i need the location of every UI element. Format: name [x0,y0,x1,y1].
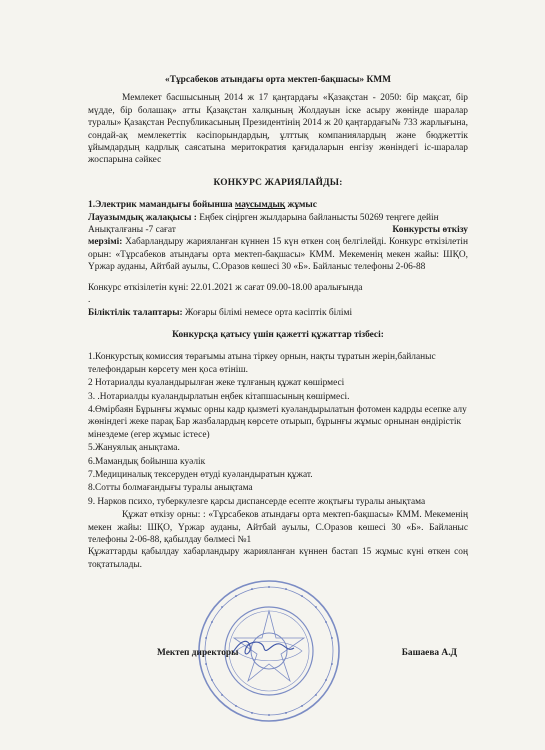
director-name: Башаева А.Д [401,648,457,658]
contest-term-paragraph [88,236,468,273]
contest-date-line: Конкурс өткізілетін күні: 22.01.2021 ж сағат 09.00-18.00 аралығында [88,282,363,293]
position-line [88,199,468,211]
list-item: 5.Жануялық анықтама. [88,443,180,454]
announce-heading: КОНКУРС ЖАРИЯЛАЙДЫ: [213,177,343,188]
dot-line: . [88,295,91,306]
list-item: 8.Сотты болмағандығы туралы анықтама [88,483,253,494]
list-item: 4.Өмірбаян Бұрынғы жұмыс орны кадр қызметі куәландырылатын фотомен кадрды есепке алу жөніндегі жеке парақ Бар жазбалардың көрсете отырып, бұрынғы жұмыс орнынан өндірістік мінездеме (егер жұмыс істесе) [88,404,467,440]
list-item: 3. .Нотариалды куәландырлатын еңбек кітапшасының көшірмесі. [88,391,350,402]
contest-term-text: Хабарландыру жарияланған күннен 15 күн өткен соң белгілейді. Конкурс өткізілетін орын: «Тұрсабеков атындағы орта мектеп-бақшасы» КММ. Мекеменің мекен жайы: ШҚО, Үржар ауданы, Айтбай ауылы, С.Оразов көшесі 30 «Б». Байланыс телефоны 2-06-88 [88,237,468,273]
salary-line [88,212,468,224]
org-title: «Тұрсабеков атындағы орта мектеп-бақшасы» КММ [165,75,391,85]
salary-label: Лауазымдық жалақысы : [88,212,197,223]
position-prefix: 1.Электрик мамандығы бойынша [88,200,235,211]
list-item: 7.Медициналық тексеруден өтуді куәландыратын құжат. [88,469,313,480]
list-item: 2 Нотариалды куаландырылған жеке тұлғаның құжат көшірмесі [88,378,345,389]
document-body [88,74,468,571]
docs-heading: Конкурсқа қатысу үшін қажетті құжаттар тізбесі: [172,329,384,340]
qualification-text: Жоғары білімі немесе орта кәсіптік білімі [182,307,353,318]
period-row [88,224,468,236]
closing-paragraph: Құжаттарды қабылдау хабарландыру жарияланған күннен бастап 15 жұмыс күні өткен соң тоқтатылады. [88,547,468,570]
list-item: 1.Конкурстық комиссия төрағымы атына тіркеу орнын, нақты тұратын жерін,байланыс телефондарын көрсету мен қоса өтініш. [88,352,436,375]
contest-term-label-a: Конкурсты өткізу [392,225,468,236]
position-suffix: жұмыс [285,200,317,211]
intro-paragraph: Мемлекет басшысының 2014 ж 17 қаңтардағы «Қазақстан - 2050: бір мақсат, бір мүдде, бір болашақ» атты Қазақстан халқының Жолдауын іске асыру жөнінде шаралар туралы» Қазақстан Республикасының Президентінің 2014 ж 20 қаңтардағы№ 733 жарлығына, сондай-ақ мемлекеттік кәсіпорындардың, ұлттық компаниялардың және бюджеттік ұйымдардың кадрлық саясатына меритократия қағидаларын енгізу жөніндегі іс-шаралар жоспарына сәйкес [88,93,468,166]
list-item: 6.Мамандық бойынша куәлік [88,456,206,467]
docs-list [88,351,468,508]
salary-text: Еңбек сіңірген жылдарына байланысты 50269 теңгеге дейін [196,212,439,223]
period-text: Анықталғаны -7 сағат [88,225,176,236]
qualification-line [88,307,468,319]
qualification-label: Біліктілік талаптары: [88,307,183,318]
contest-term-label-b: мерзімі: [88,237,123,248]
position-underlined: маусымдық [234,200,286,211]
director-label: Мектеп директоры [157,648,239,658]
receipt-place: Құжат өткізу орны: : «Тұрсабеков атындағы орта мектеп-бақшасы» КММ. Мекеменің мекен жайы: ШҚО, Үржар ауданы, Айтбай ауылы, С.Оразов көшесі 30 «Б». Байланыс телефоны 2-06-88, қабылдау бөлмесі №1 [88,510,468,545]
list-item: 9. Нарков псиxо, туберкулезге қарсы диспансерде есепте жоқтығы туралы анықтама [88,496,426,507]
signature-row [157,648,457,658]
